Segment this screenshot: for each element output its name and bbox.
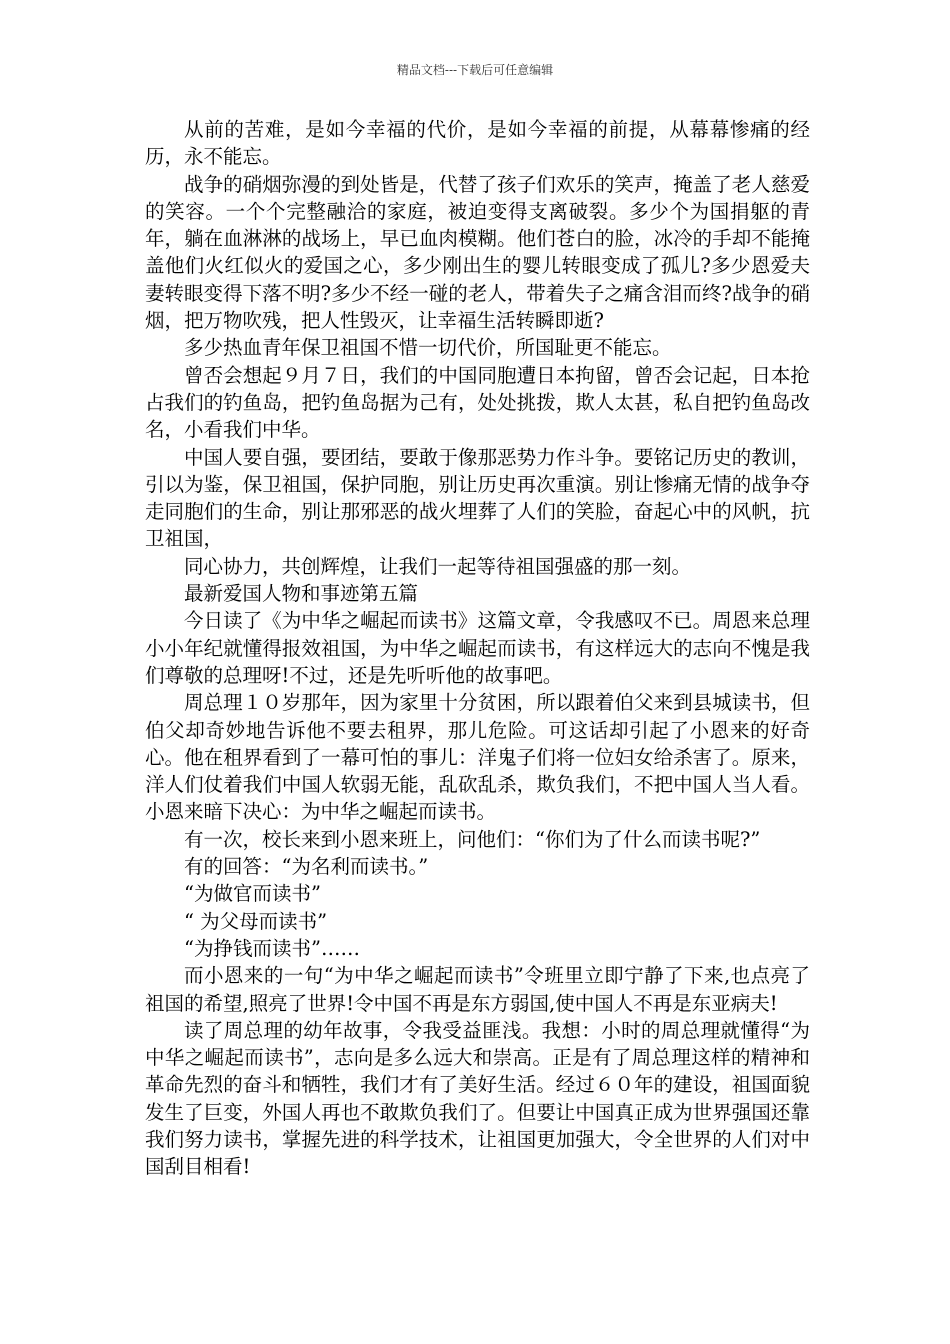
page-header: 精品文档---下载后可任意编辑: [396, 63, 554, 77]
paragraph: 周总理１０岁那年，因为家里十分贫困，所以跟着伯父来到县城读书，但伯父却奇妙地告诉他不要去租界，那儿危险。可这话却引起了小恩来的好奇心。他在租界看到了一幕可怕的事儿：洋鬼子们将一位妇女给杀害了。原来，洋人们仗着我们中国人软弱无能，乱砍乱杀，欺负我们，不把中国人当人看。小恩来暗下决心：为中华之崛起而读书。: [145, 691, 810, 824]
paragraph: 读了周总理的幼年故事，令我受益匪浅。我想：小时的周总理就懂得“为中华之崛起而读书”，志向是多么远大和崇高。正是有了周总理这样的精神和革命先烈的奋斗和牺牲，我们才有了美好生活。经过６０年的建设，祖国面貌发生了巨变，外国人再也不敢欺负我们了。但要让中国真正成为世界强国还靠我们努力读书，掌握先进的科学技术，让祖国更加强大，令全世界的人们对中国刮目相看!: [145, 1018, 810, 1179]
document-body: [145, 116, 810, 1181]
paragraph: 同心协力，共创辉煌，让我们一起等待祖国强盛的那一刻。: [184, 554, 692, 578]
quote-line: “ 为父母而读书”: [184, 909, 328, 933]
paragraph: 曾否会想起９月７日，我们的中国同胞遭日本拘留，曾否会记起，日本抢占我们的钓鱼岛，把钓鱼岛据为己有，处处挑拨，欺人太甚，私自把钓鱼岛改名，小看我们中华。: [145, 363, 810, 442]
quote-line: “为做官而读书”: [184, 882, 321, 906]
paragraph: 有的回答：“为名利而读书。”: [184, 855, 429, 879]
paragraph: 中国人要自强，要团结，要敢于像那恶势力作斗争。要铭记历史的教训，引以为鉴，保卫祖国，保护同胞，别让历史再次重演。别让惨痛无情的战争夺走同胞们的生命，别让那邪恶的战火埋葬了人们的笑脸，奋起心中的风帆，抗卫祖国，: [145, 445, 810, 551]
quote-line: “为挣钱而读书”……: [184, 936, 360, 960]
paragraph: 有一次，校长来到小恩来班上，问他们：“你们为了什么而读书呢?”: [184, 827, 761, 851]
section-title: 最新爱国人物和事迹第五篇: [184, 582, 419, 606]
paragraph: 多少热血青年保卫祖国不惜一切代价，所国耻更不能忘。: [184, 336, 672, 360]
paragraph: 战争的硝烟弥漫的到处皆是，代替了孩子们欢乐的笑声，掩盖了老人慈爱的笑容。一个个完整融洽的家庭，被迫变得支离破裂。多少个为国捐躯的青年，躺在血淋淋的战场上，早已血肉模糊。他们苍白的脸，冰冷的手却不能掩盖他们火红似火的爱国之心，多少刚出生的婴儿转眼变成了孤儿?多少恩爱夫妻转眼变得下落不明?多少不经一碰的老人，带着失子之痛含泪而终?战争的硝烟，把万物吹残，把人性毁灭，让幸福生活转瞬即逝?: [145, 172, 810, 333]
paragraph: 从前的苦难，是如今幸福的代价，是如今幸福的前提，从幕幕惨痛的经历，永不能忘。: [145, 118, 810, 169]
paragraph: 今日读了《为中华之崛起而读书》这篇文章，令我感叹不已。周恩来总理小小年纪就懂得报效祖国，为中华之崛起而读书，有这样远大的志向不愧是我们尊敬的总理呀!不过，还是先听听他的故事吧。: [145, 609, 810, 687]
paragraph: 而小恩来的一句“为中华之崛起而读书”令班里立即宁静了下来,也点亮了祖国的希望,照亮了世界!令中国不再是东方弱国,使中国人不再是东亚病夫!: [145, 964, 810, 1015]
